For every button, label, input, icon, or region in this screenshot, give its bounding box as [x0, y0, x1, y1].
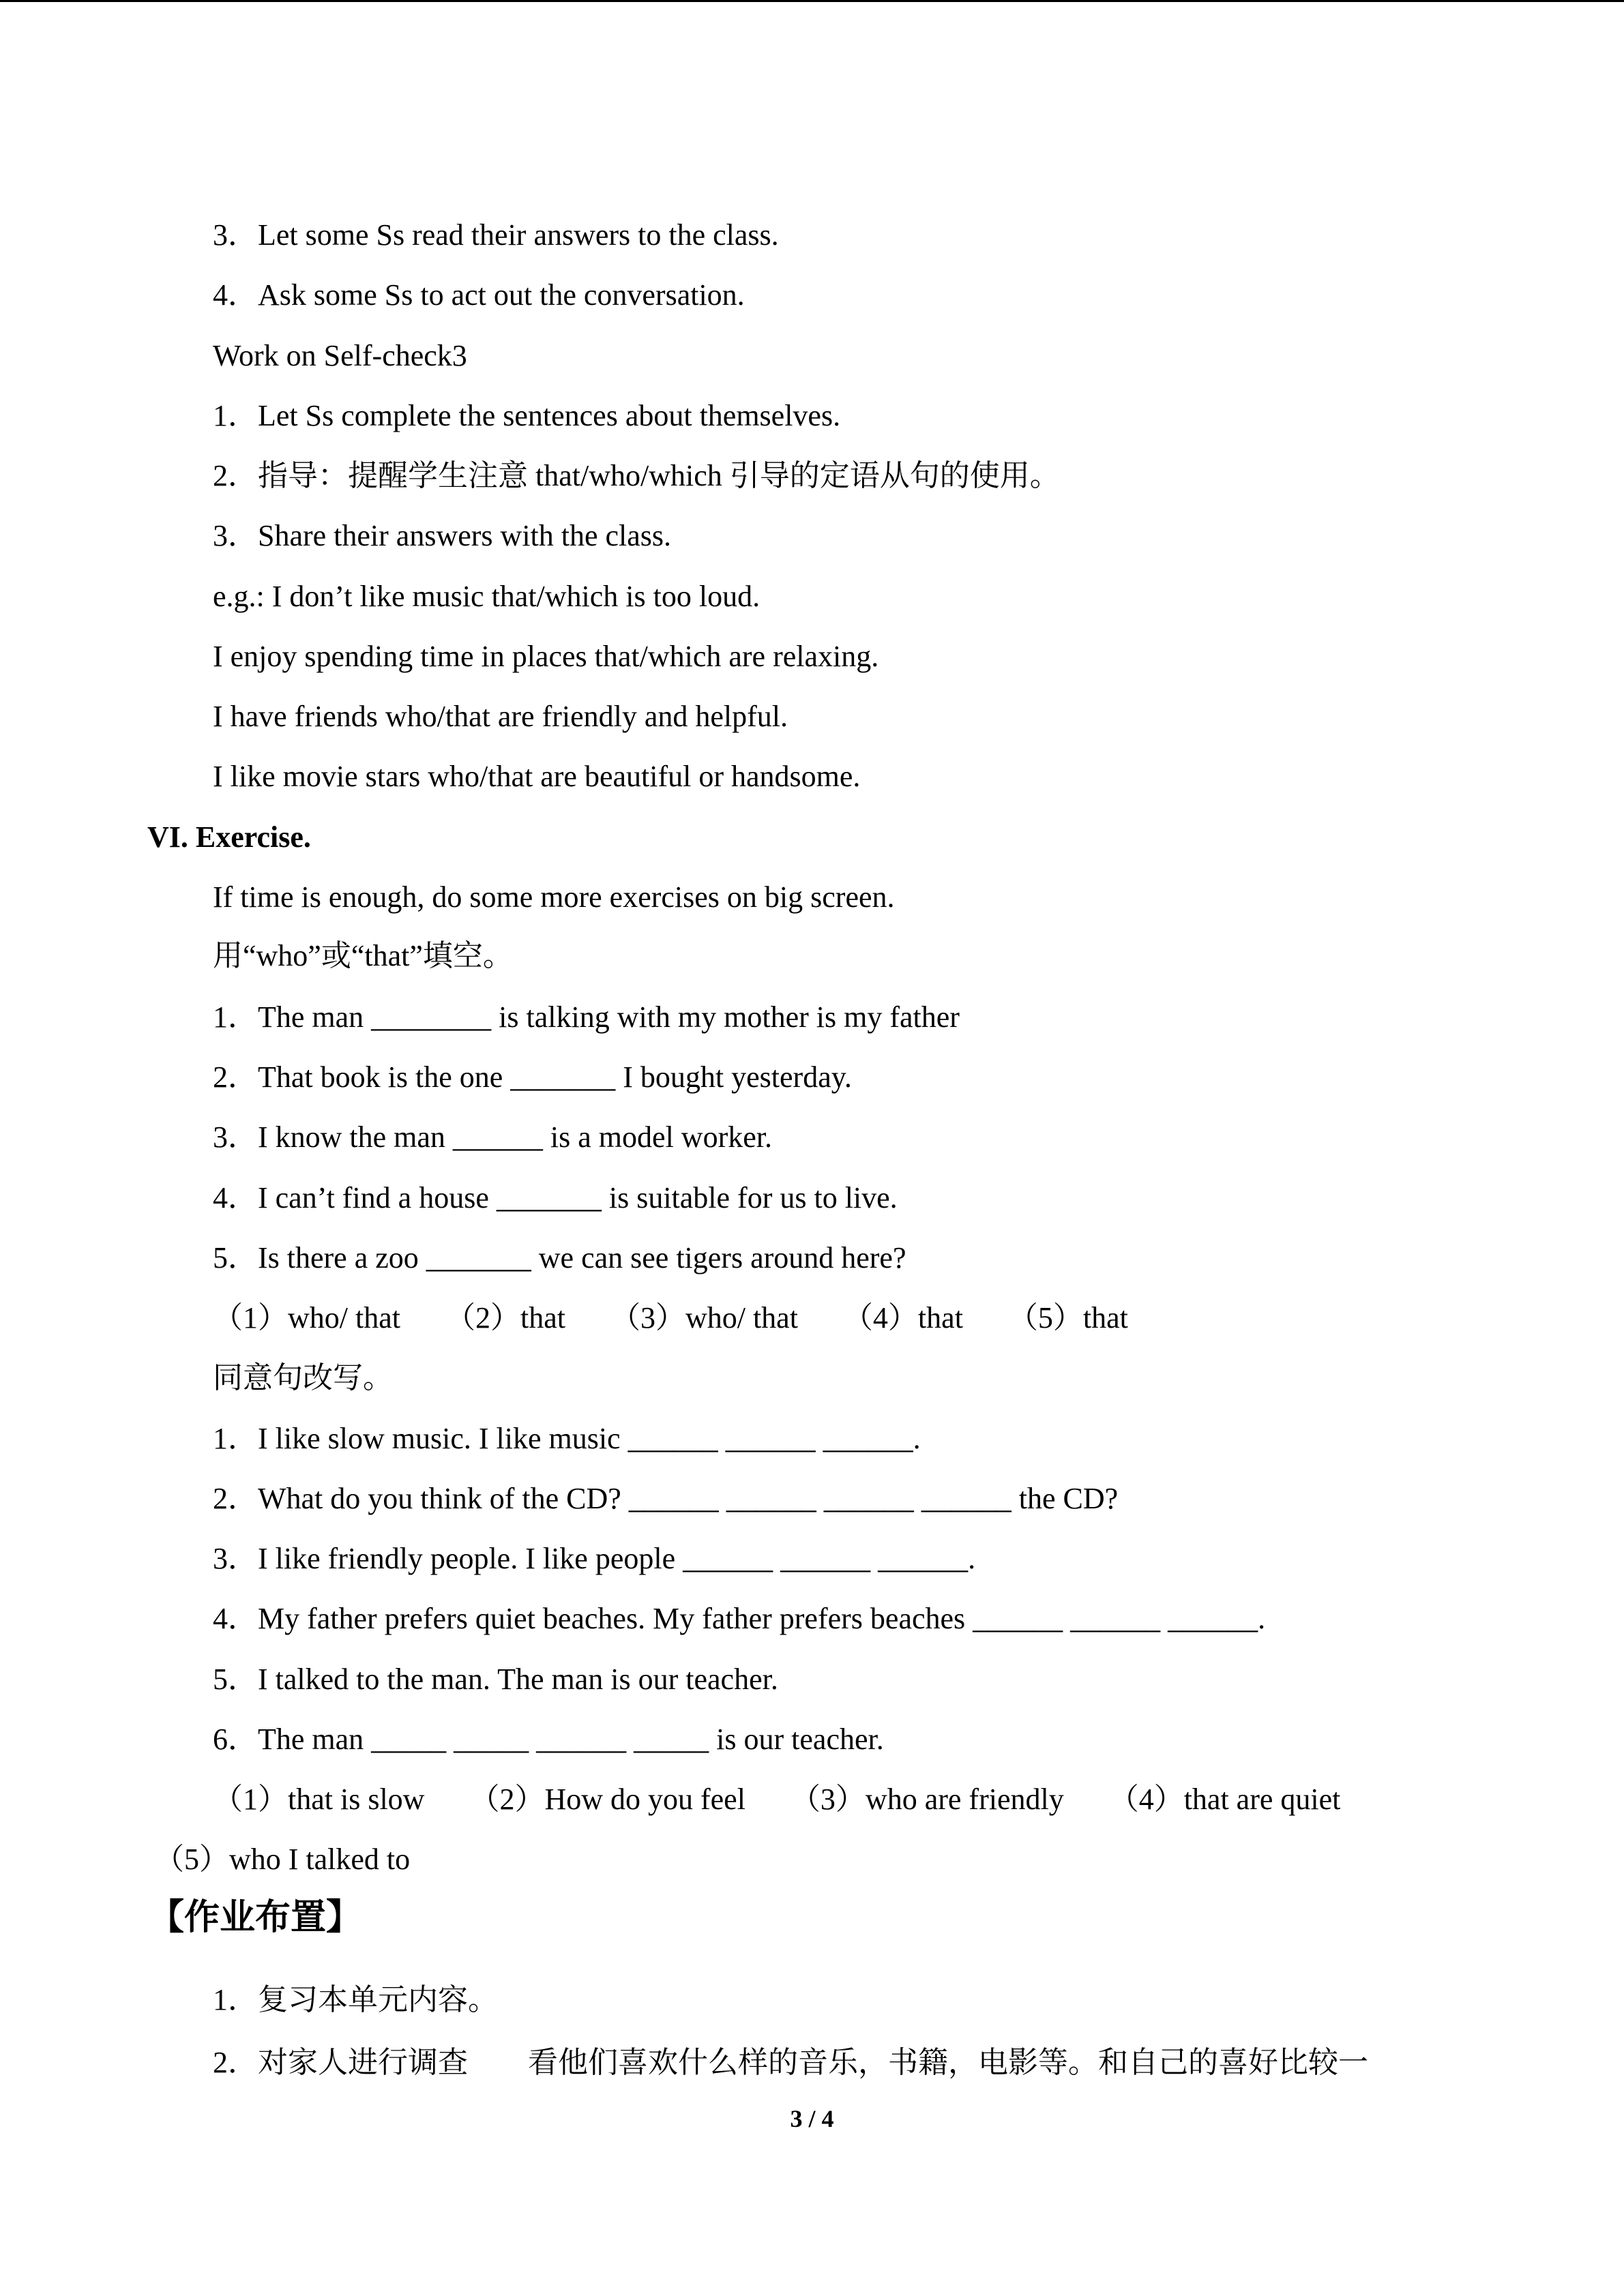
text-line: （5）who I talked to [154, 1843, 411, 1876]
text-line: 1．I like slow music. I like music ______ ______ ______. [213, 1422, 921, 1455]
text-line: 3．Let some Ss read their answers to the class. [213, 218, 779, 252]
top-border [0, 0, 1624, 2]
text-line: 4．I can’t find a house _______ is suitable for us to live. [213, 1181, 898, 1214]
text-line: 2．That book is the one _______ I bought yesterday. [213, 1060, 852, 1094]
text-line: I like movie stars who/that are beautiful or handsome. [213, 760, 861, 793]
text-line: 3．Share their answers with the class. [213, 519, 672, 552]
text-line: （1）who/ that （2）that （3）who/ that （4）that （5）that [213, 1301, 1128, 1335]
text-line: 同意句改写。 [213, 1361, 393, 1395]
text-line: 4．My father prefers quiet beaches. My father prefers beaches ______ ______ ______. [213, 1602, 1266, 1635]
text-line: （1）that is slow （2）How do you feel （3）who are friendly （4）that are quiet [213, 1783, 1341, 1816]
text-line: 2．指导：提醒学生注意 that/who/which 引导的定语从句的使用。 [213, 459, 1060, 492]
section-heading: VI. Exercise. [147, 820, 311, 854]
homework-heading: 【作业布置】 [149, 1897, 362, 1938]
text-line: If time is enough, do some more exercises on big screen. [213, 880, 895, 914]
text-line: 4．Ask some Ss to act out the conversation. [213, 278, 745, 312]
text-line: 3．I like friendly people. I like people ______ ______ ______. [213, 1542, 976, 1575]
text-line: 1．The man ________ is talking with my mother is my father [213, 1000, 960, 1034]
text-line: 用“who”或“that”填空。 [213, 939, 513, 972]
text-line: 2．What do you think of the CD? ______ ______ ______ ______ the CD? [213, 1482, 1119, 1515]
text-line: 5．Is there a zoo _______ we can see tigers around here? [213, 1241, 906, 1274]
text-line: 3．I know the man ______ is a model worker. [213, 1120, 772, 1154]
text-line: I enjoy spending time in places that/which are relaxing. [213, 640, 879, 673]
text-line: e.g.: I don’t like music that/which is too loud. [213, 580, 761, 613]
text-line: Work on Self-check3 [213, 339, 467, 372]
page-number: 3 / 4 [790, 2105, 834, 2132]
text-line: 5．I talked to the man. The man is our teacher. [213, 1663, 778, 1696]
text-line: I have friends who/that are friendly and helpful. [213, 700, 788, 733]
text-line: 1．复习本单元内容。 [213, 1983, 498, 2016]
text-line: 1．Let Ss complete the sentences about themselves. [213, 399, 841, 432]
text-line: 6．The man _____ _____ ______ _____ is our teacher. [213, 1723, 884, 1756]
text-line: 2．对家人进行调查 看他们喜欢什么样的音乐，书籍，电影等。和自己的喜好比较一 [213, 2046, 1368, 2079]
